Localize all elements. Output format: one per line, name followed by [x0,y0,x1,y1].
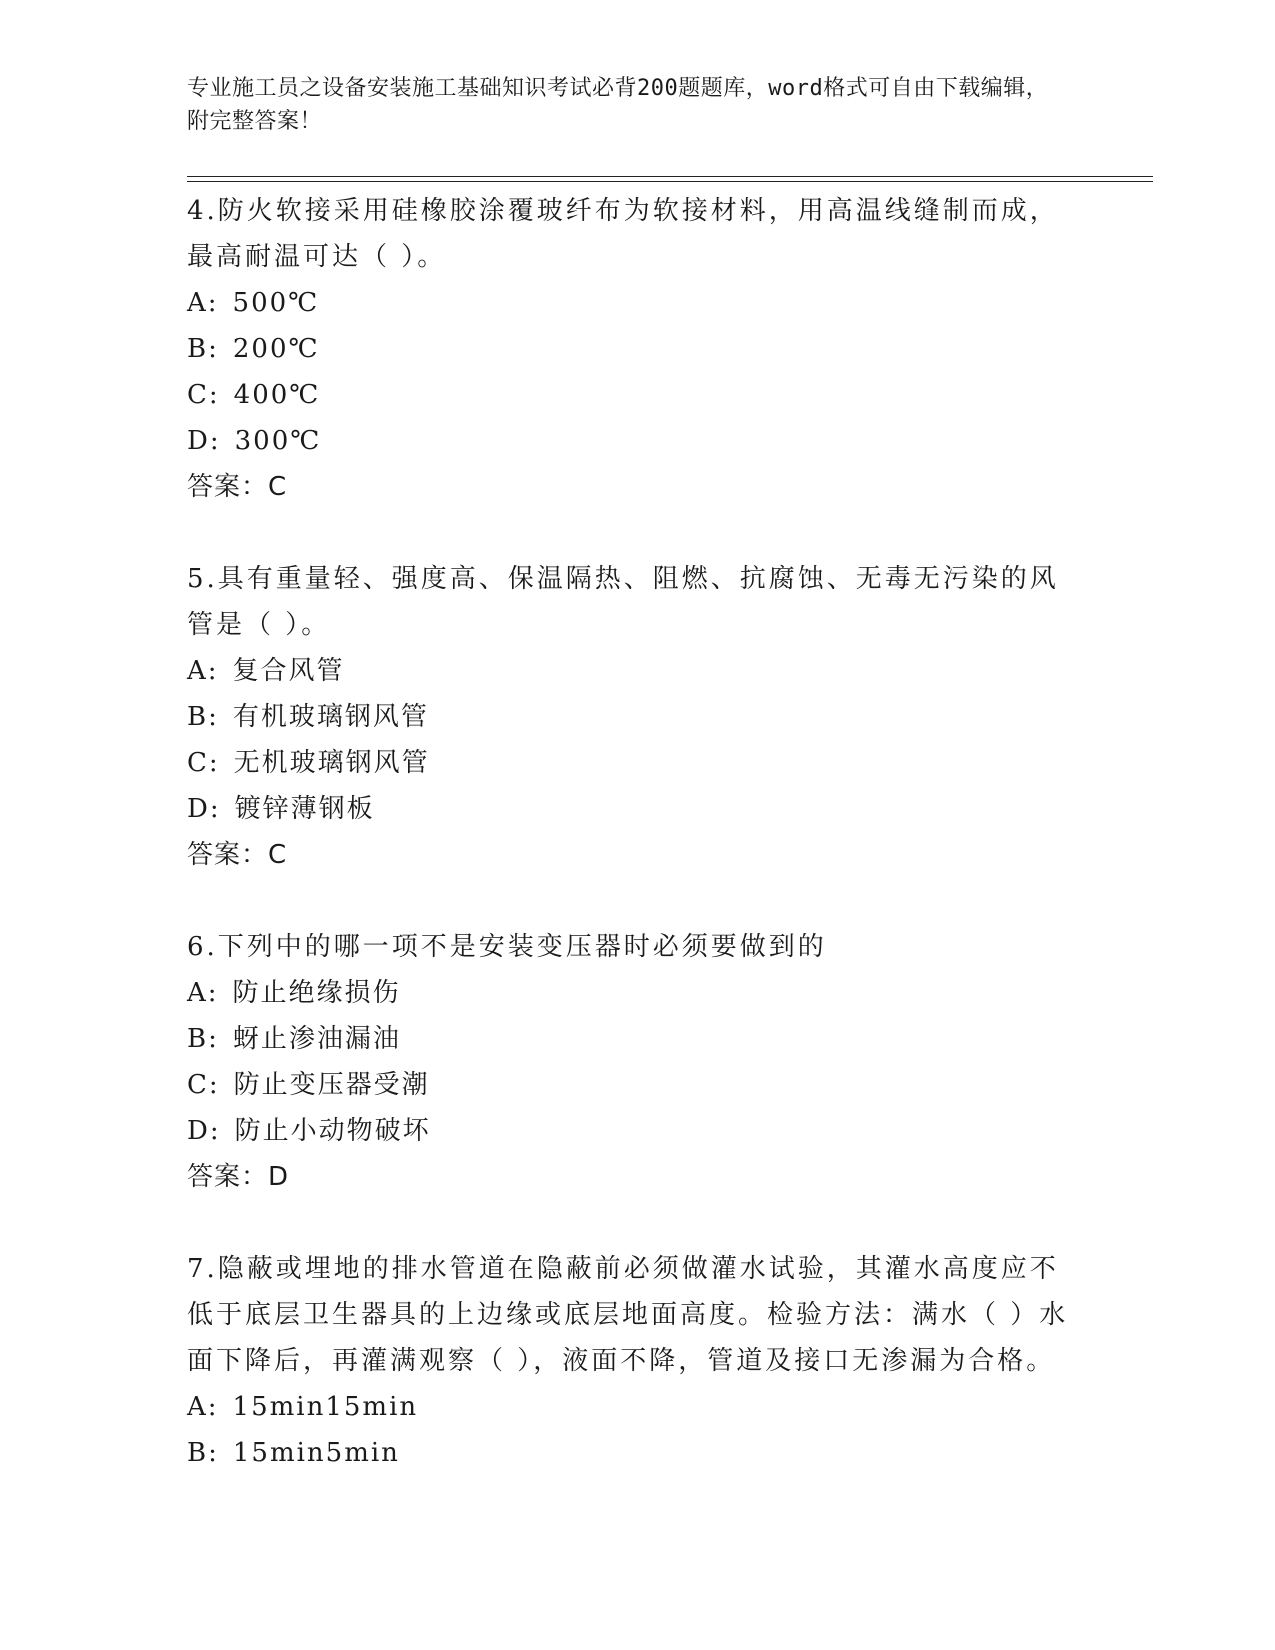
question-7 [187,1246,1087,1476]
option-text: 有机玻璃钢风管 [232,702,429,732]
question-spacer [187,878,1087,924]
question-6 [187,924,1087,1200]
option-a [187,970,1087,1016]
option-letter: C: [187,380,220,410]
option-text: 镀锌薄钢板 [234,794,375,824]
option-letter: B: [187,1024,219,1054]
option-letter: A: [187,1392,219,1422]
question-spacer [187,1200,1087,1246]
answer-line: 答案：C [187,840,288,870]
option-b [187,1016,1087,1062]
question-text: 5.具有重量轻、强度高、保温隔热、阻燃、抗腐蚀、无毒无污染的风管是（ ）。 [187,564,1059,640]
option-letter: A: [187,656,219,686]
option-letter: C: [187,748,220,778]
question-text: 4.防火软接采用硅橡胶涂覆玻纤布为软接材料，用高温线缝制而成，最高耐温可达（ ）。 [187,196,1059,272]
option-d [187,786,1087,832]
option-text: 15min15min [232,1392,419,1422]
header-divider-top [187,176,1153,177]
option-b [187,694,1087,740]
question-list [187,188,1087,1476]
option-text: 防止绝缘损伤 [232,978,401,1008]
option-letter: B: [187,702,219,732]
option-text: 蚜止渗油漏油 [232,1024,401,1054]
option-text: 400℃ [233,380,321,410]
answer-line: 答案：D [187,1162,290,1192]
question-text: 6.下列中的哪一项不是安装变压器时必须要做到的 [187,932,827,962]
answer-line: 答案：C [187,472,288,502]
option-text: 300℃ [234,426,322,456]
question-spacer [187,510,1087,556]
option-b [187,1430,1087,1476]
option-letter: A: [187,288,219,318]
question-text: 7.隐蔽或埋地的排水管道在隐蔽前必须做灌水试验，其灌水高度应不低于底层卫生器具的上边缘或底层地面高度。检验方法：满水（ ）水面下降后，再灌满观察（ ），液面不降，管道及接口无渗漏为合格。 [187,1254,1069,1376]
option-c [187,1062,1087,1108]
option-letter: B: [187,1438,219,1468]
option-a [187,1384,1087,1430]
option-letter: B: [187,334,219,364]
option-text: 15min5min [232,1438,400,1468]
option-d [187,418,1087,464]
option-text: 500℃ [232,288,320,318]
document-header: 专业施工员之设备安装施工基础知识考试必背200题题库，word格式可自由下载编辑，附完整答案！ [187,76,1049,134]
option-text: 防止变压器受潮 [233,1070,430,1100]
option-letter: D: [187,426,221,456]
option-b [187,326,1087,372]
question-4 [187,188,1087,510]
option-text: 复合风管 [232,656,345,686]
option-text: 200℃ [232,334,320,364]
option-c [187,372,1087,418]
option-d [187,1108,1087,1154]
option-letter: C: [187,1070,220,1100]
option-c [187,740,1087,786]
option-text: 无机玻璃钢风管 [233,748,430,778]
option-letter: D: [187,794,221,824]
option-a [187,648,1087,694]
option-a [187,280,1087,326]
question-5 [187,556,1087,878]
option-text: 防止小动物破坏 [234,1116,431,1146]
option-letter: D: [187,1116,221,1146]
option-letter: A: [187,978,219,1008]
header-divider-bottom [187,181,1153,182]
